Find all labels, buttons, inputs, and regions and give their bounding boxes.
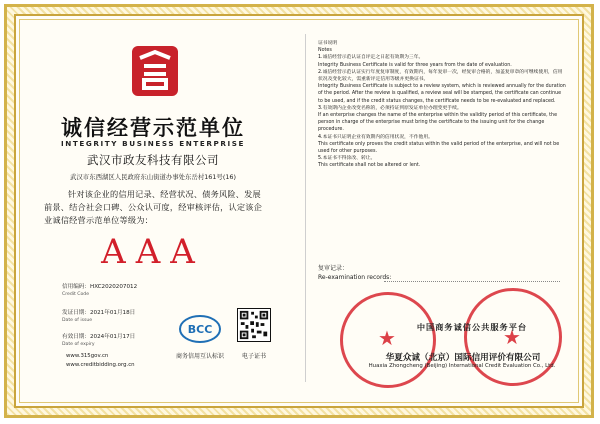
bcc-logo-icon	[178, 314, 222, 344]
review-label-english: Re-examination records:	[318, 274, 392, 281]
note-1-en: Integrity Business Certificate is valid for three years from the date of evaluation.	[318, 62, 512, 68]
expiry-date-row	[62, 334, 136, 348]
expiry-date-value: 2024年01月17日	[90, 334, 136, 340]
certificate-notes	[318, 40, 566, 170]
expiry-date-label: 有效日期：	[62, 334, 90, 340]
bcc-caption: 商务信用互认标识	[175, 353, 224, 360]
company-name: 武汉市政友科技有限公司	[87, 153, 219, 167]
review-records	[318, 264, 391, 282]
issue-date-row	[62, 310, 136, 324]
qr-caption: 电子证书	[241, 353, 266, 360]
company-address: 武汉市东西湖区人民政府东山街道办事处东岳村161号(16)	[70, 173, 236, 181]
star-icon: ★	[378, 326, 396, 350]
credit-grade: AAA	[101, 232, 205, 272]
expiry-date-sublabel: Date of expiry	[62, 342, 95, 347]
issue-date-label: 发证日期：	[62, 310, 90, 316]
issuer-platform: 中国商务诚信公共服务平台	[416, 322, 528, 332]
note-5-cn: 5.本证书不得涂改、转让。	[318, 156, 376, 162]
qr-code-icon[interactable]	[237, 308, 271, 342]
review-label: 复审记录：	[318, 265, 349, 272]
credit-code-sublabel: Credit Code	[62, 292, 90, 297]
notes-heading: 证书说明	[318, 41, 338, 46]
issuer-company: 华夏众诚（北京）国际信用评价有限公司	[385, 353, 541, 363]
website-link-2[interactable]: www.creditbidding.org.cn	[66, 362, 135, 368]
credit-code-label: 信用编码：	[62, 284, 90, 290]
credit-code-row	[62, 284, 138, 298]
note-5-en: This certificate shall not be altered or lent.	[318, 163, 421, 169]
issue-date-sublabel: Date of issue	[62, 318, 93, 323]
note-1-cn: 1.诚信经营示范认证自评定之日起有效期为三年。	[318, 55, 424, 61]
certificate-title: 诚信经营示范单位	[61, 115, 245, 140]
star-icon: ★	[503, 325, 521, 349]
evaluation-description: 针对该企业的信用记录、经营状况、债务风险、发展前景、结合社会口碑、公众认可度，经审核评估，认定该企业诚信经营示范单位等级为：	[44, 189, 263, 225]
notes-heading-english: Notes	[318, 48, 332, 54]
credit-seal-logo-icon	[130, 44, 180, 98]
svg-text:BCC: BCC	[187, 323, 213, 336]
note-2-en: Integrity Business Certificate is subject to a review system, which is reviewed annually for the duration of the period. After the review is qualified, a review seal will be stamped, the certificate can continue to be used, and if the credit status changes, the certificate needs to be re-evaluated and replaced.	[318, 84, 566, 104]
issuer-company-english: Huaxia Zhongcheng (Beijing) International Credit Evaluation Co., Ltd.	[368, 363, 556, 369]
issuer-seal-right	[464, 288, 562, 386]
issuer-seal-left	[340, 292, 436, 388]
credit-code-value: HXC2020207012	[90, 284, 138, 290]
center-divider	[305, 34, 306, 382]
note-4-cn: 4.本证书只证明企业有效期内的信用状况，不作他用。	[318, 134, 433, 140]
website-links	[66, 352, 135, 370]
review-line	[384, 281, 560, 282]
note-4-en: This certificate only proves the credit status within the valid period of the enterprise, and will not be used for other purposes.	[318, 141, 560, 155]
note-3-cn: 3.有效期内企业改变名称的，必须持证到原发证单位办理变更手续。	[318, 105, 462, 111]
note-3-en: If an enterprise changes the name of the enterprise within the validity period of this certificate, the person in charge of the enterprise must bring the certificate to the issuing unit for the change procedure.	[318, 113, 558, 133]
certificate-title-english: INTEGRITY BUSINESS ENTERPRISE	[60, 139, 246, 148]
issue-date-value: 2021年01月18日	[90, 310, 136, 316]
website-link-1[interactable]: www.315gov.cn	[66, 353, 109, 359]
note-2-cn: 2.诚信经营示范认证实行年度复审制度，有效期内，每年复审一次，经复审合格的，加盖复审章的可继续使用，信用状况及变化较大，需重新评定信用等级并更换证书。	[318, 69, 563, 83]
